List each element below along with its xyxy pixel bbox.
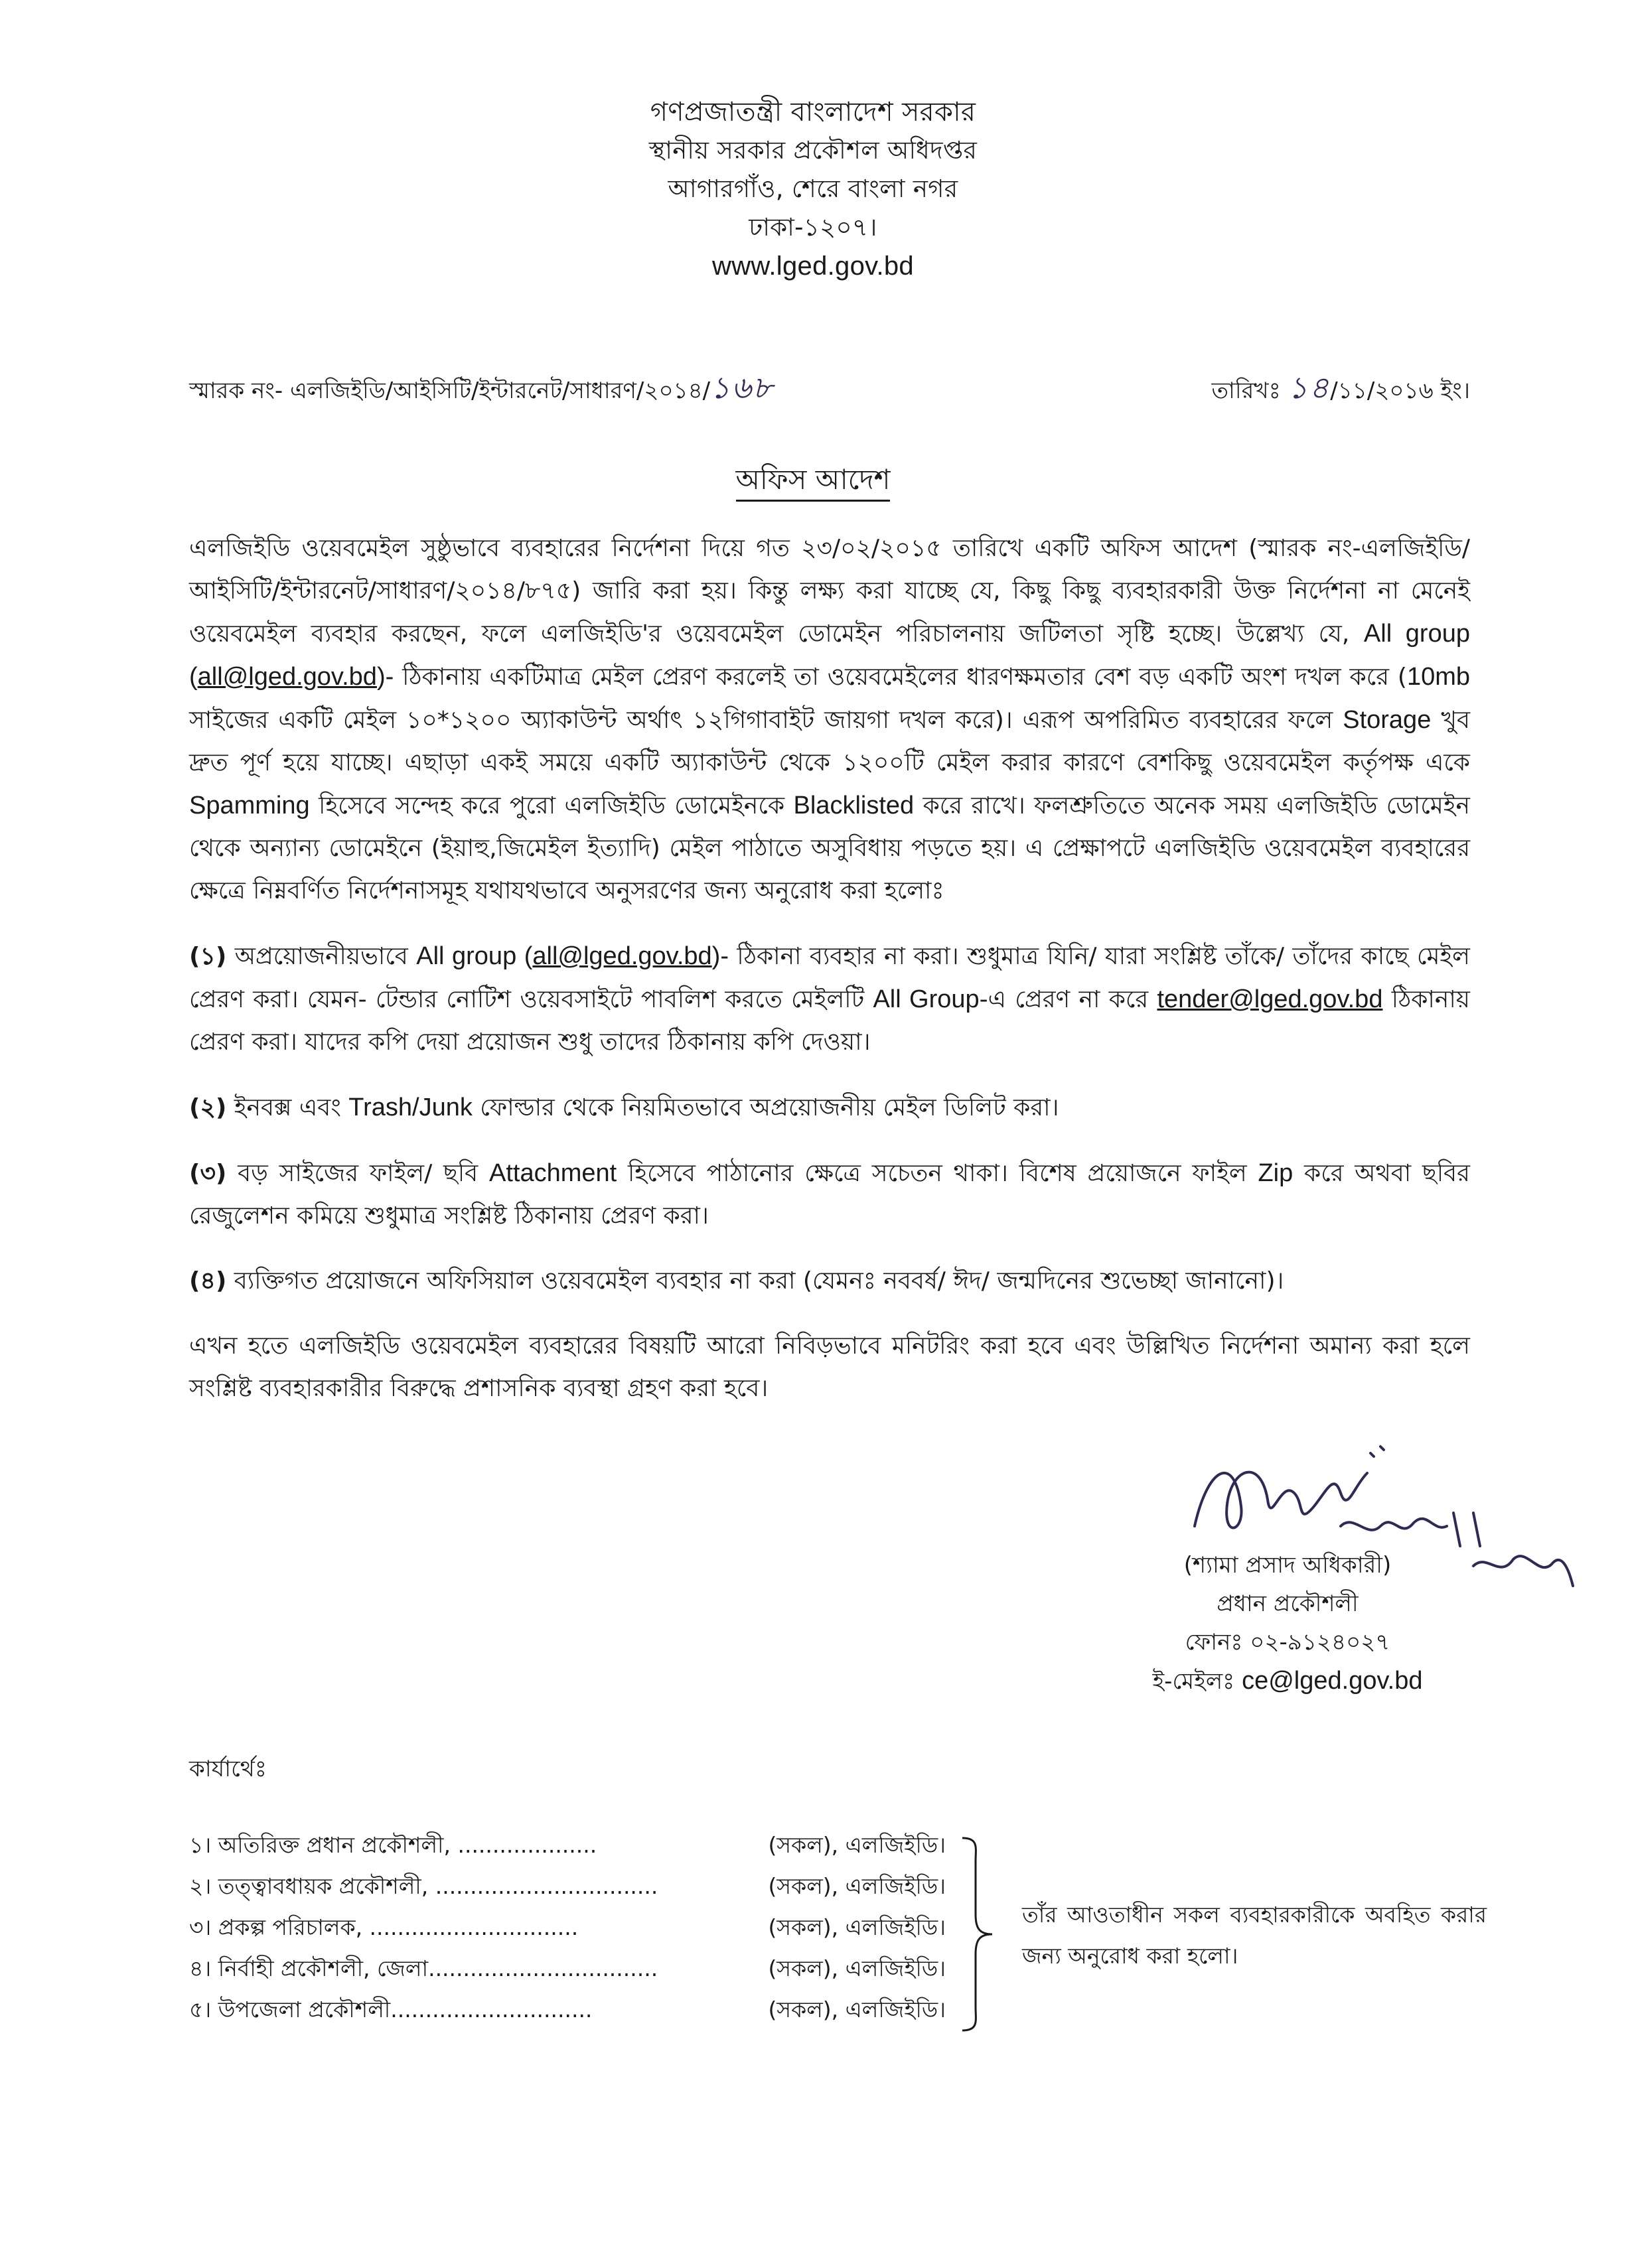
item-text: হিসেবে পাঠানোর ক্ষেত্রে সচেতন থাকা। বিশেষ প্রয়োজনে ফাইল	[617, 1160, 1258, 1187]
cc-item-recipient: ৪। নির্বাহী প্রকৌশলী, জেলা.................................	[189, 1955, 658, 1981]
signer-phone: ফোনঃ ০২-৯১২৪০২৭	[1185, 1629, 1390, 1656]
cc-item	[189, 1907, 946, 1948]
item-text: Trash/Junk	[348, 1094, 473, 1121]
memo-date	[1212, 365, 1471, 415]
cc-title: কার্যার্থেঃ	[189, 1756, 267, 1782]
item-text: ঠিকানায় প্রেরণ করা। যাদের কপি দেয়া প্রয়োজন শুধু তাদের ঠিকানায় কপি দেওয়া।	[189, 986, 1470, 1056]
intro-all-email-link[interactable]: all@lged.gov.bd	[197, 663, 377, 691]
intro-text-4: খুব দ্রুত পূর্ণ হয়ে যাচ্ছে। এছাড়া একই সময়ে একটি অ্যাকাউন্ট থেকে ১২০০টি মেইল করার কারণে বেশকিছু ওয়েবমেইল কর্তৃপক্ষ একে	[189, 707, 1470, 776]
cc-item-scope: (সকল), এলজিইডি।	[768, 1914, 946, 1940]
intro-all-close: )-	[376, 663, 394, 691]
instruction-item-1	[189, 935, 1470, 1064]
intro-text-1: এলজিইডি ওয়েবমেইল সুষ্ঠুভাবে ব্যবহারের নির্দেশনা দিয়ে গত ২৩/০২/২০১৫ তারিখে একটি অফিস আদেশ (স্মারক নং-এলজিইডি/আইসিটি/ইন্টারনেট/সাধারণ/২০১৪/৮৭৫) জারি করা হয়। কিন্তু লক্ষ্য করা যাচ্ছে যে, কিছু কিছু ব্যবহারকারী উক্ত নির্দেশনা না মেনেই ওয়েবমেইল ব্যবহার করছেন, ফলে এলজিইডি'র ওয়েবমেইল ডোমেইন পরিচালনায় জটিলতা সৃষ্টি হচ্ছে। উল্লেখ্য যে,	[189, 535, 1470, 648]
cc-item-recipient: ৩। প্রকল্প পরিচালক, ..............................	[189, 1914, 579, 1940]
date-day-handwritten: ১৪	[1288, 370, 1331, 405]
item-text: Zip	[1258, 1159, 1293, 1187]
signer-email-label: ই-মেইলঃ	[1152, 1668, 1242, 1695]
item-text: Attachment	[488, 1159, 617, 1187]
cc-item-scope: (সকল), এলজিইডি।	[768, 1873, 946, 1899]
item-text: -এ প্রেরণ না করে	[979, 986, 1157, 1013]
cc-item-scope: (সকল), এলজিইডি।	[768, 1997, 946, 2022]
intro-text-3: সাইজের একটি মেইল ১০*১২০০ অ্যাকাউন্ট অর্থাৎ ১২গিগাবাইট জায়গা দখল করে)। এরূপ অপরিমিত ব্যবহারের ফলে	[189, 707, 1343, 734]
item-text: )-	[711, 942, 729, 970]
city-line: ঢাকা-১২০৭।	[749, 213, 877, 242]
instruction-item-3	[189, 1152, 1470, 1238]
cc-item	[189, 1948, 946, 1989]
right-brace-icon	[956, 1835, 996, 2034]
intro-text-6: করে রাখে। ফলশ্রুতিতে অনেক সময় এলজিইডি ডোমেইন থেকে অন্যান্য ডোমেইনে (ইয়াহু,জিমেইল ইত্যাদি) মেইল পাঠাতে অসুবিধায় পড়তে হয়। এ প্রেক্ষাপটে এলজিইডি ওয়েবমেইল ব্যবহারের ক্ষেত্রে নিম্নবর্ণিত নির্দেশনাসমূহ যথাযথভাবে অনুসরণের জন্য অনুরোধ করা হলোঃ	[189, 792, 1471, 904]
cc-list	[189, 1825, 946, 2030]
signer-designation: প্রধান প্রকৌশলী	[1217, 1591, 1359, 1617]
memo-reference	[189, 365, 774, 415]
cc-item-scope: (সকল), এলজিইডি।	[768, 1832, 946, 1858]
intro-text-2: ঠিকানায় একটিমাত্র মেইল প্রেরণ করলেই তা ওয়েবমেইলের ধারণক্ষমতার বেশ বড় একটি অংশ দখল করে (	[394, 664, 1407, 691]
cc-note: তাঁর আওতাধীন সকল ব্যবহারকারীকে অবহিত করার জন্য অনুরোধ করা হলো।	[1022, 1902, 1487, 1969]
item-text: All Group	[873, 985, 980, 1013]
item-number: (২)	[189, 1094, 227, 1121]
date-label: তারিখঃ	[1211, 378, 1281, 404]
memo-ref-number-handwritten: ১৬৮	[710, 370, 774, 405]
item-text: ঠিকানা ব্যবহার না করা। শুধুমাত্র যিনি/ যারা সংশ্লিষ্ট তাঁকে/ তাঁদের কাছে মেইল প্রেরণ করা। যেমন- টেন্ডার নোটিশ ওয়েবসাইটে পাবলিশ করতে মেইলটি	[189, 943, 1470, 1013]
cc-item-recipient: ৫। উপজেলা প্রকৌশলী.............................	[189, 1997, 593, 2022]
item-number: (৩)	[189, 1160, 227, 1187]
cc-item	[189, 1866, 946, 1907]
cc-item	[189, 1989, 946, 2030]
department-name: স্থানীয় সরকার প্রকৌশল অধিদপ্তর	[648, 136, 978, 165]
document-title	[0, 458, 1626, 505]
item-number: (৪)	[189, 1267, 227, 1295]
signer-email-row	[1088, 1662, 1487, 1701]
document-title-text: অফিস আদেশ	[736, 463, 891, 502]
cc-item-recipient: ২। তত্ত্বাবধায়ক প্রকৌশলী, ................................	[189, 1873, 658, 1899]
all-email-link[interactable]: all@lged.gov.bd	[532, 942, 712, 970]
signer-name: (শ্যামা প্রসাদ অধিকারী)	[1183, 1552, 1392, 1579]
item-text: All group (	[416, 942, 533, 970]
intro-storage: Storage	[1343, 706, 1432, 734]
document-body	[189, 528, 1470, 1433]
signer-email-link[interactable]: ce@lged.gov.bd	[1242, 1667, 1423, 1695]
item-text: বড় সাইজের ফাইল/ ছবি	[226, 1160, 489, 1187]
cc-item-recipient: ১। অতিরিক্ত প্রধান প্রকৌশলী, ....................	[189, 1832, 597, 1858]
intro-paragraph	[189, 528, 1470, 912]
closing-paragraph: এখন হতে এলজিইডি ওয়েবমেইল ব্যবহারের বিষয়টি আরো নিবিড়ভাবে মনিটরিং করা হবে এবং উল্লিখিত নির্দেশনা অমান্য করা হলে সংশ্লিষ্ট ব্যবহারকারীর বিরুদ্ধে প্রশাসনিক ব্যবস্থা গ্রহণ করা হবে।	[189, 1332, 1470, 1402]
intro-text-5: হিসেবে সন্দেহ করে পুরো এলজিইডি ডোমেইনকে	[309, 792, 794, 819]
address-line: আগারগাঁও, শেরে বাংলা নগর	[668, 175, 958, 203]
intro-10mb: 10mb	[1406, 663, 1470, 691]
cc-item	[189, 1825, 946, 1866]
item-text: ইনবক্স এবং	[226, 1094, 349, 1121]
letterhead	[0, 93, 1626, 285]
item-number: (১)	[189, 943, 227, 970]
signer-block	[1088, 1546, 1487, 1701]
intro-spamming: Spamming	[189, 792, 310, 819]
tender-email-link[interactable]: tender@lged.gov.bd	[1157, 985, 1383, 1013]
government-name: গণপ্রজাতন্ত্রী বাংলাদেশ সরকার	[650, 97, 976, 127]
cc-item-scope: (সকল), এলজিইডি।	[768, 1955, 946, 1981]
date-rest: /১১/২০১৬ ইং।	[1330, 378, 1470, 404]
intro-blacklisted: Blacklisted	[793, 792, 915, 819]
item-text: করে অথবা ছবির রেজুলেশন কমিয়ে শুধুমাত্র সংশ্লিষ্ট ঠিকানায় প্রেরণ করা।	[189, 1160, 1470, 1230]
item-text: ব্যক্তিগত প্রয়োজনে অফিসিয়াল ওয়েবমেইল ব্যবহার না করা (যেমনঃ নববর্ষ/ ঈদ/ জন্মদিনের শুভেচ্ছা জানানো)।	[226, 1267, 1284, 1295]
instruction-item-2	[189, 1086, 1470, 1129]
intro-all-group: All group (	[189, 620, 1470, 691]
item-text: ফোল্ডার থেকে নিয়মিতভাবে অপ্রয়োজনীয় মেইল ডিলিট করা।	[472, 1094, 1059, 1121]
memo-reference-row	[189, 358, 1470, 405]
item-text: অপ্রয়োজনীয়ভাবে	[226, 943, 417, 970]
memo-ref-prefix: স্মারক নং- এলজিইডি/আইসিটি/ইন্টারনেট/সাধারণ/২০১৪/	[189, 378, 711, 404]
website-link[interactable]: www.lged.gov.bd	[712, 251, 914, 281]
instruction-item-4	[189, 1260, 1470, 1303]
